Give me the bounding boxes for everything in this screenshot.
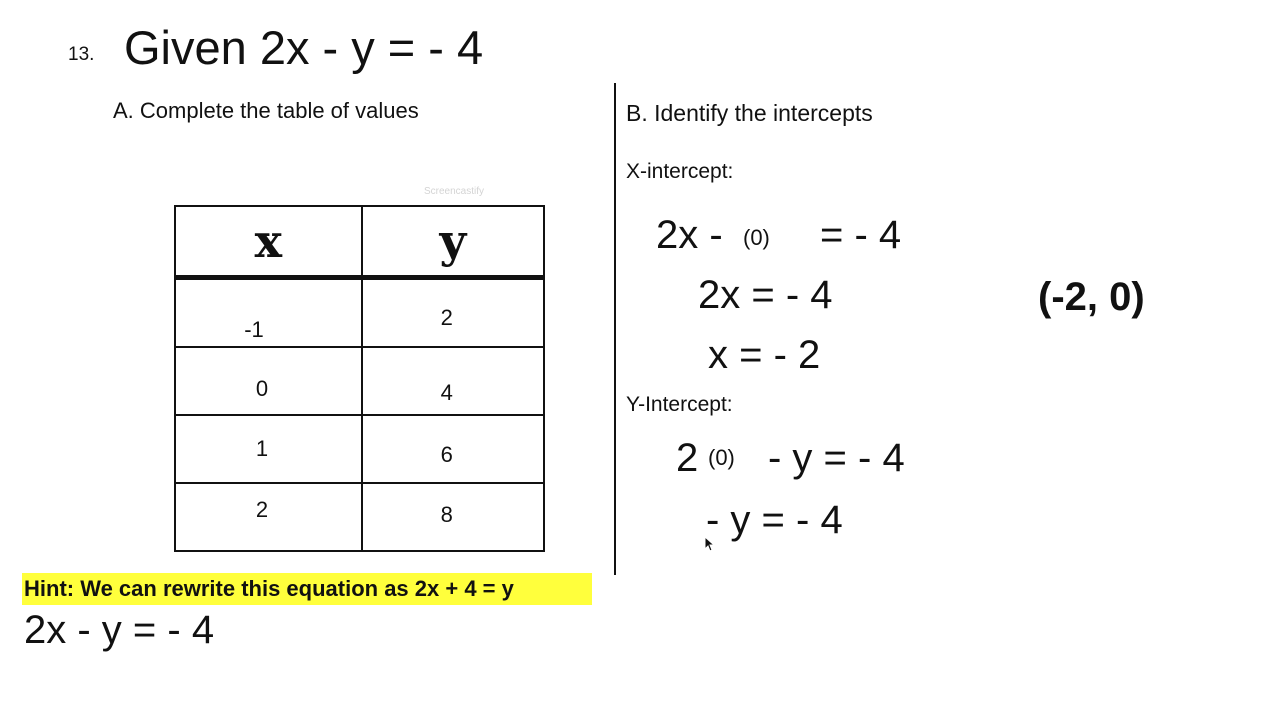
table-row xyxy=(175,278,544,348)
cell-value: 0 xyxy=(255,376,269,401)
part-b-label: B. Identify the intercepts xyxy=(626,100,873,126)
table-cell-x xyxy=(175,415,362,483)
mouse-cursor-icon xyxy=(704,536,716,552)
x-step1-sub: (0) xyxy=(743,225,770,250)
y-step2: - y = - 4 xyxy=(706,498,843,542)
cell-value: 6 xyxy=(440,442,453,467)
header-x: x xyxy=(175,206,362,278)
question-title: Given 2x - y = - 4 xyxy=(124,21,484,74)
part-a-label: A. Complete the table of values xyxy=(113,98,419,123)
watermark-text: Screencastify xyxy=(424,186,485,197)
table-of-values xyxy=(174,205,545,552)
cell-value: -1 xyxy=(244,317,264,342)
table-row xyxy=(175,483,544,551)
y-step1-sub: (0) xyxy=(708,445,735,470)
column-divider xyxy=(614,83,616,575)
x-intercept-answer: (-2, 0) xyxy=(1038,275,1145,319)
cell-value: 2 xyxy=(440,305,453,330)
cell-value: 2 xyxy=(255,497,269,522)
cell-value: 8 xyxy=(440,502,453,527)
table-header-row xyxy=(175,206,544,278)
table-row xyxy=(175,415,544,483)
cell-value: 1 xyxy=(255,436,269,461)
table-cell-x xyxy=(175,347,362,415)
table-cell-y xyxy=(362,483,544,551)
cell-value: 4 xyxy=(440,380,453,405)
x-step3: x = - 2 xyxy=(708,333,821,377)
bottom-equation: 2x - y = - 4 xyxy=(24,608,215,652)
y-step1-right: - y = - 4 xyxy=(768,436,905,480)
table-row xyxy=(175,347,544,415)
table-cell-x xyxy=(175,483,362,551)
question-number: 13. xyxy=(68,44,95,65)
table-cell-y xyxy=(362,278,544,348)
table-cell-x xyxy=(175,278,362,348)
y-intercept-label: Y-Intercept: xyxy=(626,393,733,416)
hint-highlight: Hint: We can rewrite this equation as 2x + 4 = y xyxy=(22,573,592,605)
x-step1-left: 2x - xyxy=(656,213,723,257)
table-cell-y xyxy=(362,415,544,483)
y-step1-left: 2 xyxy=(676,436,699,480)
x-step2: 2x = - 4 xyxy=(698,273,833,317)
x-step1-right: = - 4 xyxy=(820,213,902,257)
table-cell-y xyxy=(362,347,544,415)
header-y: y xyxy=(362,206,544,278)
x-intercept-label: X-intercept: xyxy=(626,160,734,183)
